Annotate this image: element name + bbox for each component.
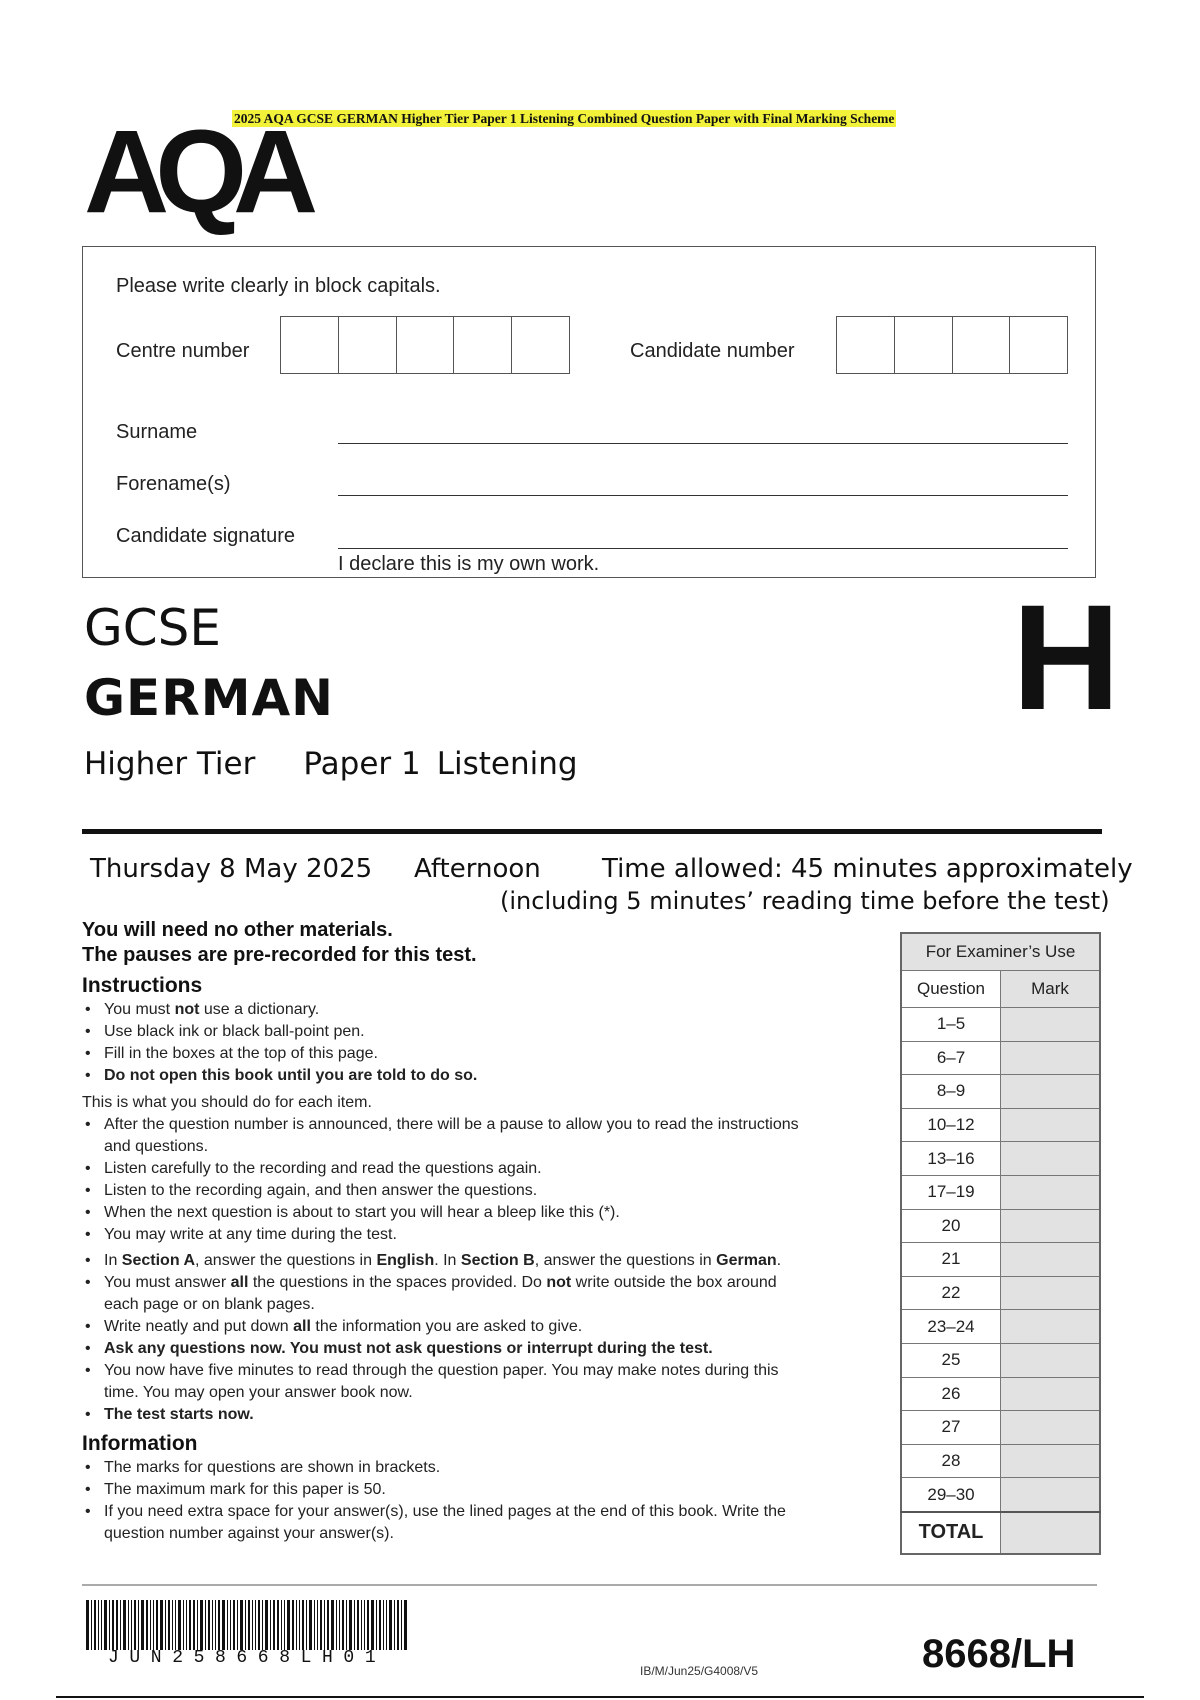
barcode-bar xyxy=(212,1600,213,1650)
list-item: • In Section A, answer the questions in English. In Section B, answer the questions in German. xyxy=(82,1250,872,1272)
barcode-bar xyxy=(134,1600,136,1650)
list-item: • Use black ink or black ball-point pen. xyxy=(82,1021,882,1043)
aqa-logo: AQA xyxy=(84,106,305,238)
list-item: • Fill in the boxes at the top of this page. xyxy=(82,1043,882,1065)
mark-cell xyxy=(1001,1411,1101,1445)
list-item: • Write neatly and put down all the information you are asked to give. xyxy=(82,1316,872,1338)
forename-label: Forename(s) xyxy=(116,473,231,495)
mark-cell xyxy=(1001,1108,1101,1142)
barcode-bar xyxy=(339,1600,340,1650)
barcode-bar xyxy=(109,1600,110,1650)
barcode-bar xyxy=(91,1600,92,1650)
list-item: • After the question number is announced, there will be a pause to allow you to read the instructions and questions. xyxy=(82,1114,822,1158)
examiner-use-table xyxy=(900,932,1101,1555)
mark-cell xyxy=(1001,1377,1101,1411)
centre-number-label: Centre number xyxy=(116,340,250,362)
barcode-bar xyxy=(265,1600,268,1650)
table-row xyxy=(901,1276,1100,1310)
barcode-bar xyxy=(302,1600,304,1650)
barcode-bar xyxy=(327,1600,329,1650)
paper-label: Paper 1 xyxy=(303,746,421,782)
question-cell: 27 xyxy=(901,1411,1001,1445)
time-allowed: Time allowed: 45 minutes approximately xyxy=(602,854,1133,884)
table-row xyxy=(901,1444,1100,1478)
tier-letter: H xyxy=(1012,573,1121,741)
table-row xyxy=(901,1377,1100,1411)
barcode-bar xyxy=(86,1600,89,1650)
barcode-bar xyxy=(138,1600,139,1650)
barcode-bar xyxy=(367,1600,369,1650)
question-cell: 17–19 xyxy=(901,1175,1001,1209)
barcode-bar xyxy=(401,1600,402,1650)
barcode-bar xyxy=(215,1600,216,1650)
question-cell: 13–16 xyxy=(901,1142,1001,1176)
barcode-bar xyxy=(208,1600,210,1650)
information-list xyxy=(82,1457,822,1545)
question-cell: 10–12 xyxy=(901,1108,1001,1142)
barcode-bar xyxy=(317,1600,318,1650)
footer-divider xyxy=(82,1584,1097,1586)
question-cell: 23–24 xyxy=(901,1310,1001,1344)
question-cell: 20 xyxy=(901,1209,1001,1243)
mark-cell xyxy=(1001,1075,1101,1109)
list-item: • The marks for questions are shown in brackets. xyxy=(82,1457,822,1479)
document-reference: IB/M/Jun25/G4008/V5 xyxy=(640,1664,759,1678)
barcode-bar xyxy=(252,1600,253,1650)
table-row xyxy=(901,1075,1100,1109)
barcode-bar xyxy=(299,1600,300,1650)
barcode-bar xyxy=(197,1600,198,1650)
mark-cell xyxy=(1001,1243,1101,1277)
candidate-digit-box[interactable] xyxy=(837,317,895,373)
barcode-bar xyxy=(141,1600,144,1650)
list-item: • You must answer all the questions in the spaces provided. Do not write outside the box around each page or on blank pages. xyxy=(82,1272,804,1316)
information-heading: Information xyxy=(82,1432,198,1455)
title-divider xyxy=(82,829,1102,834)
question-cell: 21 xyxy=(901,1243,1001,1277)
page-bottom-rule xyxy=(56,1696,1144,1698)
mark-cell xyxy=(1001,1209,1101,1243)
barcode-bar xyxy=(349,1600,352,1650)
candidate-digit-box[interactable] xyxy=(953,317,1011,373)
barcode-bar xyxy=(222,1600,225,1650)
centre-digit-box[interactable] xyxy=(281,317,339,373)
component-label: Listening xyxy=(436,746,578,782)
list-item: • You may write at any time during the test. xyxy=(82,1224,822,1246)
barcode-bar xyxy=(292,1600,294,1650)
barcode-bar xyxy=(331,1600,334,1650)
barcode-bar xyxy=(277,1600,279,1650)
list-item: • When the next question is about to start you will hear a bleep like this (*). xyxy=(82,1202,822,1224)
list-item: • The test starts now. xyxy=(82,1404,872,1426)
barcode-bar xyxy=(389,1600,392,1650)
mark-cell xyxy=(1001,1175,1101,1209)
barcode-bar xyxy=(404,1600,407,1650)
time-note: (including 5 minutes’ reading time before the test) xyxy=(500,887,1110,915)
question-cell: 29–30 xyxy=(901,1478,1001,1512)
barcode-bar xyxy=(128,1600,129,1650)
instructions-heading: Instructions xyxy=(82,974,203,997)
table-row xyxy=(901,1008,1100,1042)
barcode-text: JUN258668LH01 xyxy=(108,1648,387,1668)
barcode-bar xyxy=(281,1600,282,1650)
barcode-bar xyxy=(324,1600,325,1650)
exam-session: Afternoon xyxy=(414,854,541,884)
centre-digit-box[interactable] xyxy=(512,317,569,373)
mark-cell xyxy=(1001,1478,1101,1512)
barcode-bar xyxy=(123,1600,126,1650)
question-cell: 8–9 xyxy=(901,1075,1001,1109)
barcode-bar xyxy=(150,1600,151,1650)
barcode-bar xyxy=(227,1600,228,1650)
barcode-bar xyxy=(287,1600,290,1650)
question-cell: 22 xyxy=(901,1276,1001,1310)
document-title-banner: 2025 AQA GCSE GERMAN Higher Tier Paper 1 Listening Combined Question Paper with Final Marking Scheme xyxy=(234,111,895,126)
barcode-bar xyxy=(205,1600,206,1650)
barcode-bar xyxy=(156,1600,158,1650)
barcode-bar xyxy=(270,1600,271,1650)
list-item: • Listen carefully to the recording and read the questions again. xyxy=(82,1158,822,1180)
barcode-bar xyxy=(168,1600,170,1650)
barcode-bar xyxy=(183,1600,184,1650)
barcode-bar xyxy=(258,1600,260,1650)
barcode-bar xyxy=(112,1600,114,1650)
barcode-bar xyxy=(364,1600,365,1650)
list-item: • You now have five minutes to read through the question paper. You may make notes during this time. You may open your answer book now. xyxy=(82,1360,804,1404)
examiner-table-title: For Examiner’s Use xyxy=(901,933,1100,971)
item-instructions-list xyxy=(82,1114,822,1246)
pauses-line: The pauses are pre-recorded for this test. xyxy=(82,944,477,966)
barcode-bar xyxy=(186,1600,187,1650)
block-capitals-instruction: Please write clearly in block capitals. xyxy=(116,275,441,297)
table-row xyxy=(901,1310,1100,1344)
qualification-title: GCSE xyxy=(84,599,221,657)
table-row xyxy=(901,1343,1100,1377)
candidate-digit-box[interactable] xyxy=(895,317,953,373)
barcode-bar xyxy=(165,1600,166,1650)
mark-cell xyxy=(1001,1008,1101,1042)
barcode-bar xyxy=(296,1600,297,1650)
barcode-bar xyxy=(131,1600,132,1650)
barcode-bar xyxy=(336,1600,337,1650)
barcode-bar xyxy=(357,1600,359,1650)
barcode-bar xyxy=(314,1600,315,1650)
barcode-bar xyxy=(383,1600,384,1650)
table-row xyxy=(901,1108,1100,1142)
barcode-bar xyxy=(376,1600,377,1650)
barcode-bar xyxy=(320,1600,322,1650)
table-row xyxy=(901,1142,1100,1176)
subject-title: GERMAN xyxy=(84,669,334,727)
centre-number-boxes[interactable] xyxy=(280,316,570,374)
barcode-bar xyxy=(309,1600,312,1650)
list-item: • Do not open this book until you are told to do so. xyxy=(82,1065,882,1087)
barcode-bar xyxy=(172,1600,173,1650)
table-row xyxy=(901,1411,1100,1445)
barcode-bar xyxy=(146,1600,148,1650)
table-row xyxy=(901,1478,1100,1512)
barcode xyxy=(86,1600,500,1650)
each-item-intro: This is what you should do for each item. xyxy=(82,1094,372,1111)
barcode-bar xyxy=(233,1600,235,1650)
barcode-bar xyxy=(248,1600,250,1650)
barcode-bar xyxy=(284,1600,285,1650)
candidate-digit-box[interactable] xyxy=(1010,317,1067,373)
centre-digit-box[interactable] xyxy=(397,317,455,373)
barcode-bar xyxy=(273,1600,275,1650)
list-item: • Listen to the recording again, and then answer the questions. xyxy=(82,1180,822,1202)
question-cell: 1–5 xyxy=(901,1008,1001,1042)
barcode-bar xyxy=(193,1600,195,1650)
barcode-bar xyxy=(262,1600,263,1650)
centre-digit-box[interactable] xyxy=(454,317,512,373)
barcode-bar xyxy=(98,1600,99,1650)
mark-cell xyxy=(1001,1310,1101,1344)
barcode-bar xyxy=(178,1600,181,1650)
barcode-bar xyxy=(230,1600,231,1650)
barcode-bar xyxy=(104,1600,107,1650)
list-item: • Ask any questions now. You must not ask questions or interrupt during the test. xyxy=(82,1338,872,1360)
barcode-bar xyxy=(175,1600,176,1650)
barcode-bar xyxy=(379,1600,381,1650)
question-column-header: Question xyxy=(901,971,1001,1008)
barcode-bar xyxy=(394,1600,395,1650)
question-cell: 28 xyxy=(901,1444,1001,1478)
candidate-number-label: Candidate number xyxy=(630,340,795,362)
table-row xyxy=(901,1175,1100,1209)
section-instructions-list xyxy=(82,1250,872,1426)
barcode-bar xyxy=(189,1600,191,1650)
barcode-bar xyxy=(200,1600,203,1650)
signature-line[interactable] xyxy=(338,548,1068,549)
surname-label: Surname xyxy=(116,421,198,443)
paper-description xyxy=(84,746,578,782)
question-cell: 25 xyxy=(901,1343,1001,1377)
barcode-bar xyxy=(237,1600,238,1650)
list-item: • You must not use a dictionary. xyxy=(82,999,882,1021)
table-row xyxy=(901,1041,1100,1075)
total-label: TOTAL xyxy=(901,1512,1001,1554)
barcode-bar xyxy=(101,1600,102,1650)
barcode-bar xyxy=(160,1600,163,1650)
barcode-bar xyxy=(120,1600,121,1650)
list-item: • The maximum mark for this paper is 50. xyxy=(82,1479,822,1501)
paper-code: 8668/LH xyxy=(922,1632,1076,1676)
table-row xyxy=(901,1243,1100,1277)
barcode-bar xyxy=(386,1600,387,1650)
question-cell: 6–7 xyxy=(901,1041,1001,1075)
question-cell: 26 xyxy=(901,1377,1001,1411)
barcode-bar xyxy=(342,1600,344,1650)
barcode-bar xyxy=(240,1600,243,1650)
total-mark-cell xyxy=(1001,1512,1101,1554)
table-row xyxy=(901,1209,1100,1243)
barcode-bar xyxy=(354,1600,355,1650)
forename-line[interactable] xyxy=(338,495,1068,496)
surname-line[interactable] xyxy=(338,443,1068,444)
exam-date: Thursday 8 May 2025 xyxy=(90,854,373,884)
mark-cell xyxy=(1001,1041,1101,1075)
mark-cell xyxy=(1001,1444,1101,1478)
barcode-bar xyxy=(371,1600,374,1650)
mark-cell xyxy=(1001,1276,1101,1310)
mark-cell xyxy=(1001,1343,1101,1377)
barcode-bar xyxy=(218,1600,220,1650)
materials-line: You will need no other materials. xyxy=(82,919,393,941)
barcode-bar xyxy=(245,1600,246,1650)
tier-label: Higher Tier xyxy=(84,746,256,782)
barcode-bar xyxy=(346,1600,347,1650)
candidate-number-boxes[interactable] xyxy=(836,316,1068,374)
barcode-bar xyxy=(153,1600,154,1650)
list-item: • If you need extra space for your answer(s), use the lined pages at the end of this book. Write the question number against your answer(s). xyxy=(82,1501,822,1545)
barcode-bar xyxy=(397,1600,399,1650)
centre-digit-box[interactable] xyxy=(339,317,397,373)
mark-cell xyxy=(1001,1142,1101,1176)
mark-column-header: Mark xyxy=(1001,971,1101,1008)
barcode-bar xyxy=(116,1600,118,1650)
declaration-text: I declare this is my own work. xyxy=(338,553,600,575)
signature-label: Candidate signature xyxy=(116,525,296,547)
barcode-bar xyxy=(306,1600,307,1650)
barcode-bar xyxy=(361,1600,362,1650)
instructions-list xyxy=(82,999,882,1087)
barcode-bar xyxy=(255,1600,256,1650)
barcode-bar xyxy=(94,1600,96,1650)
